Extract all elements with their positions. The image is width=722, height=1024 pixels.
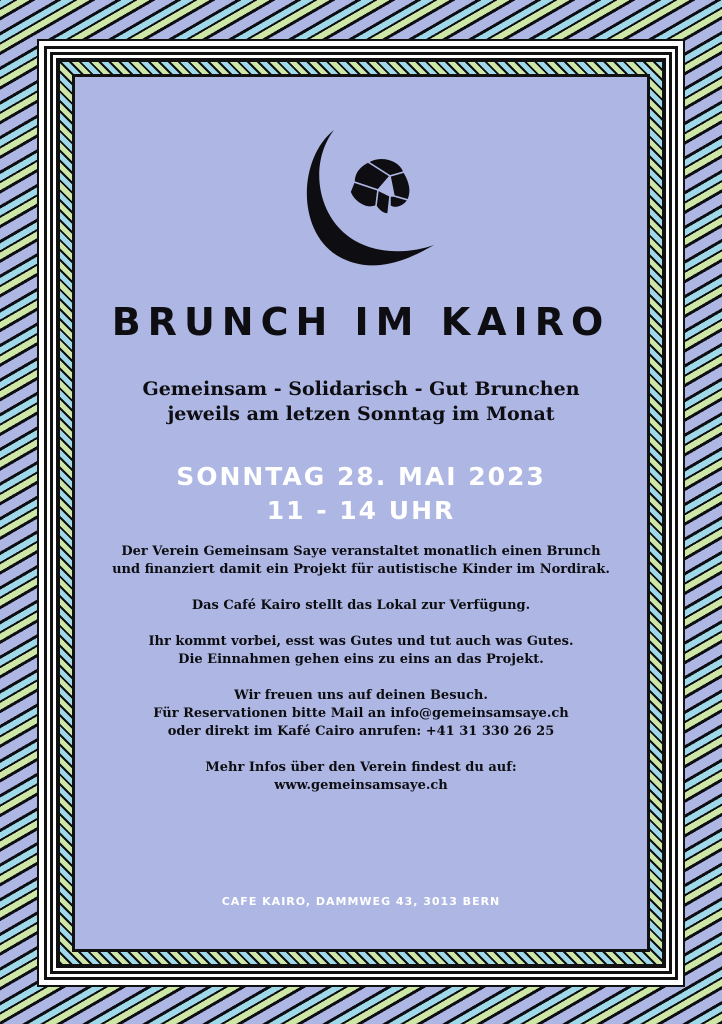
paragraph [72,759,650,795]
paragraph-line: Mehr Infos über den Verein findest du auf: [205,760,517,775]
paragraph [72,597,650,615]
paragraph-line: oder direkt im Kafé Cairo anrufen: +41 31 330 26 25 [167,724,555,739]
paragraph-line: Wir freuen uns auf deinen Besuch. [234,688,488,703]
paragraph [72,543,650,579]
subtitle-line: Gemeinsam - Solidarisch - Gut Brunchen [142,378,580,400]
event-time: 11 - 14 UHR [266,496,456,525]
paragraph-line: Das Café Kairo stellt das Lokal zur Verfügung. [191,598,531,613]
paragraph [72,687,650,741]
poster-subtitle [72,377,650,427]
paragraph-line: Die Einnahmen gehen eins zu eins an das Projekt. [178,652,544,667]
paragraph-line: Der Verein Gemeinsam Saye veranstaltet monatlich einen Brunch [121,544,601,559]
paragraph-line: Ihr kommt vorbei, esst was Gutes und tut auch was Gutes. [148,634,574,649]
poster-title: BRUNCH IM KAIRO [111,300,611,344]
event-date: SONNTAG 28. MAI 2023 [176,462,546,491]
paragraph [72,633,650,669]
poster-body [72,543,650,813]
website-link: www.gemeinsamsaye.ch [274,778,448,793]
paragraph-line: Für Reservationen bitte Mail an info@gemeinsamsaye.ch [153,706,569,721]
crescent-croissant-icon [296,130,436,270]
event-datetime [72,460,650,528]
venue-address: CAFE KAIRO, DAMMWEG 43, 3013 BERN [221,895,501,908]
subtitle-line: jeweils am letzen Sonntag im Monat [167,403,555,425]
paragraph-line: und finanziert damit ein Projekt für autistische Kinder im Nordirak. [112,562,610,577]
